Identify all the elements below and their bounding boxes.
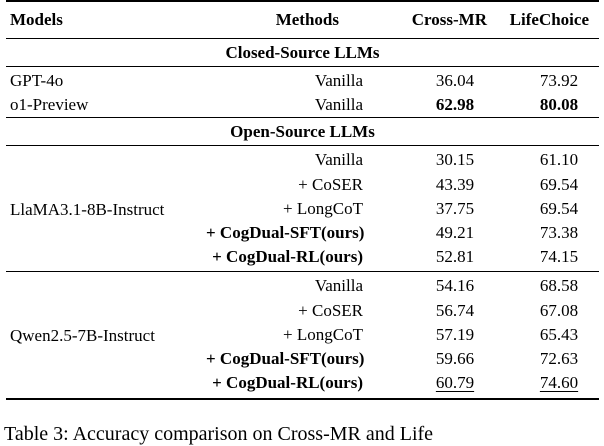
lifechoice-value-underlined bbox=[499, 371, 599, 399]
header-cross-mr: Cross-MR bbox=[391, 1, 499, 39]
lifechoice-value-best: 80.08 bbox=[539, 95, 579, 115]
model-name: Qwen2.5-7B-Instruct bbox=[6, 272, 206, 399]
lifechoice-value: 61.10 bbox=[539, 150, 579, 170]
lifechoice-value: 68.58 bbox=[539, 276, 579, 296]
header-lifechoice: LifeChoice bbox=[499, 1, 599, 39]
model-name: o1-Preview bbox=[10, 95, 89, 115]
method-name: + LongCoT bbox=[283, 324, 363, 344]
cross-mr-value-best: 62.98 bbox=[435, 95, 475, 115]
lifechoice-value: 74.15 bbox=[499, 245, 599, 272]
results-table-container bbox=[6, 0, 599, 400]
table-row bbox=[6, 93, 599, 118]
cross-mr-value-underlined bbox=[391, 371, 499, 399]
lifechoice-value: 69.54 bbox=[539, 198, 579, 218]
cross-mr-value: 37.75 bbox=[435, 198, 475, 218]
method-name: + LongCoT bbox=[283, 198, 363, 218]
table-row bbox=[6, 67, 599, 94]
lifechoice-underlined-text: 74.60 bbox=[539, 373, 579, 393]
cross-mr-value: 52.81 bbox=[391, 245, 499, 272]
method-name-ours: + CogDual-SFT(ours) bbox=[206, 348, 365, 368]
model-name: GPT-4o bbox=[10, 71, 64, 91]
table-caption: Table 3: Accuracy comparison on Cross-MR and Life bbox=[4, 423, 434, 445]
results-table bbox=[6, 0, 599, 400]
model-name: LlaMA3.1-8B-Instruct bbox=[6, 146, 206, 272]
cross-mr-underlined-text: 60.79 bbox=[435, 373, 475, 393]
cross-mr-value: 59.66 bbox=[435, 348, 475, 368]
cross-mr-value: 56.74 bbox=[435, 300, 475, 320]
cross-mr-value: 43.39 bbox=[435, 174, 475, 194]
method-name-ours: + CogDual-RL(ours) bbox=[206, 245, 391, 272]
cross-mr-value: 30.15 bbox=[435, 150, 475, 170]
lifechoice-value: 65.43 bbox=[539, 324, 579, 344]
table-row bbox=[6, 146, 599, 173]
method-name: Vanilla bbox=[314, 95, 363, 115]
method-name-ours: + CogDual-SFT(ours) bbox=[206, 223, 365, 243]
table-row bbox=[6, 272, 599, 299]
cross-mr-value: 57.19 bbox=[435, 324, 475, 344]
header-row bbox=[6, 1, 599, 39]
method-name: Vanilla bbox=[314, 71, 363, 91]
method-name: Vanilla bbox=[314, 276, 363, 296]
lifechoice-value: 72.63 bbox=[539, 348, 579, 368]
section-label-open-source: Open-Source LLMs bbox=[6, 118, 599, 146]
lifechoice-value: 73.92 bbox=[539, 71, 579, 91]
cross-mr-value: 49.21 bbox=[435, 223, 475, 243]
section-open-source bbox=[6, 118, 599, 146]
header-methods: Methods bbox=[206, 1, 391, 39]
lifechoice-value: 73.38 bbox=[539, 223, 579, 243]
lifechoice-value: 69.54 bbox=[539, 174, 579, 194]
lifechoice-value: 67.08 bbox=[539, 300, 579, 320]
header-models: Models bbox=[6, 1, 206, 39]
section-label-closed-source: Closed-Source LLMs bbox=[6, 39, 599, 67]
cross-mr-value: 36.04 bbox=[435, 71, 475, 91]
section-closed-source bbox=[6, 39, 599, 67]
method-name: + CoSER bbox=[298, 300, 363, 320]
method-name: + CoSER bbox=[298, 174, 363, 194]
cross-mr-value: 54.16 bbox=[435, 276, 475, 296]
method-name: Vanilla bbox=[314, 150, 363, 170]
method-name-ours: + CogDual-RL(ours) bbox=[206, 371, 391, 399]
